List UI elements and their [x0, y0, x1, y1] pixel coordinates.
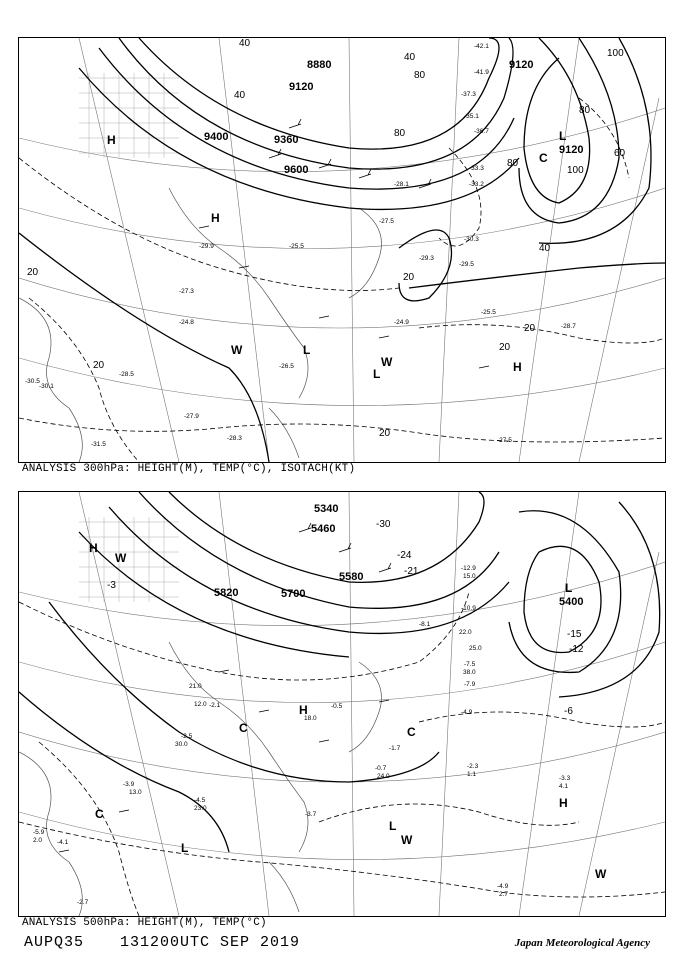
isotherm-label: -15	[567, 629, 582, 640]
isotherms-500	[19, 592, 665, 916]
temp-label: -3.9	[123, 781, 135, 788]
temp-labels-300	[25, 43, 576, 448]
low-pressure-symbol: L	[373, 367, 381, 381]
isotherm-label: -12	[569, 644, 584, 655]
temp-label: -28.7	[561, 323, 576, 330]
temp-label: -4.9	[461, 709, 473, 716]
product-id: AUPQ35	[24, 934, 85, 951]
coastlines	[19, 188, 382, 462]
dewpoint-label: 15.0	[463, 573, 476, 580]
temp-label: -24.9	[394, 319, 409, 326]
dewpoint-label: 18.0	[304, 715, 317, 722]
temp-label: -0.5	[331, 703, 343, 710]
height-label: 9600	[284, 164, 309, 176]
temp-label: -28.5	[119, 371, 134, 378]
isotach-label: 20	[379, 428, 391, 439]
temp-label: -28.3	[227, 435, 242, 442]
temp-labels-500	[33, 565, 571, 906]
height-label: 5400	[559, 596, 584, 608]
temp-label: -7.5	[464, 661, 476, 668]
dewpoint-label: 21.0	[189, 683, 202, 690]
height-label: 8880	[307, 59, 332, 71]
isotach-label: 40	[404, 52, 416, 63]
isotherm-label: -30	[376, 519, 391, 530]
height-label: 5700	[281, 588, 306, 600]
isotach-label: 60	[614, 148, 626, 159]
temp-label: -7.9	[464, 681, 476, 688]
product-header	[24, 934, 326, 951]
height-label: 9400	[204, 131, 229, 143]
height-label: 9120	[289, 81, 314, 93]
temp-label: -27.5	[379, 218, 394, 225]
isotach-label: 40	[239, 38, 251, 49]
temp-label: -35.1	[464, 113, 479, 120]
isotach-label: 20	[27, 267, 39, 278]
cold-symbol: C	[239, 721, 248, 735]
high-pressure-symbol: H	[211, 211, 220, 225]
temp-label: -36.7	[474, 128, 489, 135]
temp-label: -27.9	[184, 413, 199, 420]
isotach-label: 20	[499, 342, 511, 353]
low-pressure-symbol: L	[303, 343, 311, 357]
dewpoint-label: 23.0	[194, 805, 207, 812]
chart-500hpa	[18, 491, 666, 917]
temp-label: -29.9	[199, 243, 214, 250]
temp-label: -4.1	[57, 839, 69, 846]
isotach-label: 40	[539, 243, 551, 254]
height-label: 9360	[274, 134, 299, 146]
isotach-label: 80	[414, 70, 426, 81]
temp-label: -12.9	[461, 565, 476, 572]
temp-label: -1.7	[389, 745, 401, 752]
latlon-grid	[19, 38, 665, 462]
isotach-label: 100	[607, 48, 624, 59]
height-contours-300	[19, 38, 665, 462]
warm-symbol: W	[381, 355, 393, 369]
low-pressure-symbol: L	[565, 581, 573, 595]
temp-label: -3.3	[559, 775, 571, 782]
height-label: 5340	[314, 503, 339, 515]
high-pressure-symbol: H	[89, 541, 98, 555]
pressure-symbols-500	[89, 541, 607, 881]
cold-symbol: C	[539, 151, 548, 165]
caption-300hpa: ANALYSIS 300hPa: HEIGHT(M), TEMP(°C), ISOTACH(KT)	[22, 463, 356, 475]
height-label: 5820	[214, 587, 239, 599]
warm-symbol: W	[231, 343, 243, 357]
temp-label: -3.7	[305, 811, 317, 818]
temp-label: -2.1	[209, 702, 221, 709]
temp-label: -27.5	[497, 437, 512, 444]
temp-label: -30.3	[464, 236, 479, 243]
temp-label: -2.5	[181, 733, 193, 740]
temp-label: -25.5	[481, 309, 496, 316]
isotach-labels-300	[27, 38, 626, 439]
temp-label: -41.9	[474, 69, 489, 76]
temp-label: -2.3	[467, 763, 479, 770]
dewpoint-label: 13.0	[129, 789, 142, 796]
temp-label: -4.5	[194, 797, 206, 804]
isotach-label: 80	[394, 128, 406, 139]
height-label: 5580	[339, 571, 364, 583]
isotach-label: 80	[507, 158, 519, 169]
dewpoint-label: 2.7	[499, 891, 509, 898]
dewpoint-label: 22.0	[459, 629, 472, 636]
temp-label: -24.8	[179, 319, 194, 326]
temp-label: -33.2	[469, 181, 484, 188]
dewpoint-label: 30.0	[175, 741, 188, 748]
temp-label: -33.3	[469, 165, 484, 172]
temp-label: -28.1	[394, 181, 409, 188]
temp-label: -29.3	[419, 255, 434, 262]
isotach-label: 100	[567, 165, 584, 176]
isotherm-label: -6	[564, 706, 573, 717]
temp-label: -10.9	[461, 605, 476, 612]
isotherm-label: -24	[397, 550, 412, 561]
isotach-label: 40	[234, 90, 246, 101]
high-pressure-symbol: H	[513, 360, 522, 374]
isotach-label: 80	[579, 105, 591, 116]
temp-label: -30.5	[25, 378, 40, 385]
isotherm-label: -3	[107, 580, 116, 591]
temp-label: -5.9	[33, 829, 45, 836]
temp-label: -37.3	[461, 91, 476, 98]
valid-time: 131200UTC SEP 2019	[120, 934, 301, 951]
warm-symbol: W	[401, 833, 413, 847]
caption-500hpa: ANALYSIS 500hPa: HEIGHT(M), TEMP(°C)	[22, 917, 267, 929]
isotach-label: 20	[93, 360, 105, 371]
cold-symbol: C	[95, 807, 104, 821]
high-pressure-symbol: H	[107, 133, 116, 147]
chart-300hpa	[18, 37, 666, 463]
isotach-label: 20	[403, 272, 415, 283]
temp-label: -30.1	[39, 383, 54, 390]
agency-name: Japan Meteorological Agency	[514, 937, 650, 949]
low-pressure-symbol: L	[181, 841, 189, 855]
warm-symbol: W	[595, 867, 607, 881]
warm-symbol: W	[115, 551, 127, 565]
low-pressure-symbol: L	[559, 129, 567, 143]
cold-symbol: C	[407, 725, 416, 739]
temp-label: -31.5	[91, 441, 106, 448]
height-label: 5460	[311, 523, 336, 535]
height-label: 9120	[509, 59, 534, 71]
temp-label: -8.1	[419, 621, 431, 628]
temp-label: -26.5	[279, 363, 294, 370]
dewpoint-label: 2.0	[33, 837, 43, 844]
dewpoint-label: 12.0	[194, 701, 207, 708]
isotherm-labels-500	[107, 519, 584, 717]
dewpoint-label: 38.0	[463, 669, 476, 676]
dewpoint-label: 25.0	[469, 645, 482, 652]
high-pressure-symbol: H	[559, 796, 568, 810]
temp-label: -29.5	[459, 261, 474, 268]
temp-label: -2.7	[77, 899, 89, 906]
isotach-label: 20	[524, 323, 536, 334]
dewpoint-label: 1.1	[467, 771, 477, 778]
chart-300hpa-map	[19, 38, 665, 462]
temp-label: -4.9	[497, 883, 509, 890]
temp-label: -0.7	[375, 765, 387, 772]
low-pressure-symbol: L	[389, 819, 397, 833]
temp-label: -27.3	[179, 288, 194, 295]
isotherm-label: -21	[404, 566, 419, 577]
temp-label: -42.1	[474, 43, 489, 50]
dewpoint-label: 24.0	[377, 773, 390, 780]
chart-500hpa-map	[19, 492, 665, 916]
temp-label: -25.5	[289, 243, 304, 250]
high-pressure-symbol: H	[299, 703, 308, 717]
dewpoint-label: 4.1	[559, 783, 569, 790]
height-label: 9120	[559, 144, 584, 156]
